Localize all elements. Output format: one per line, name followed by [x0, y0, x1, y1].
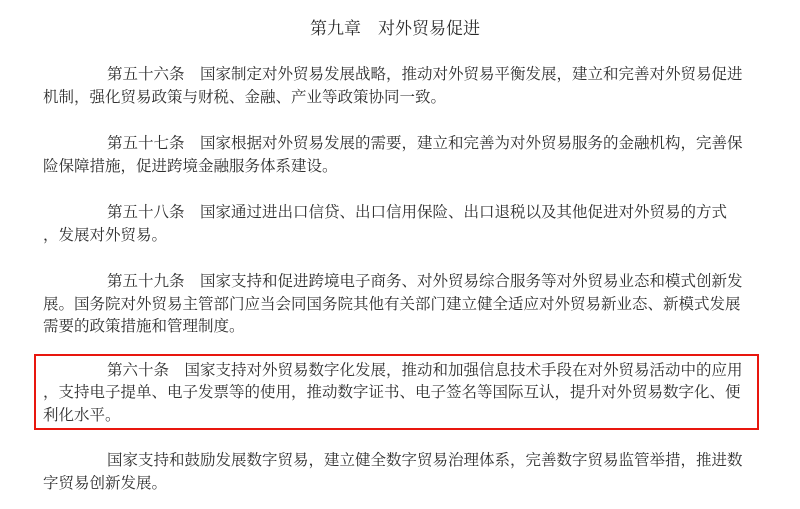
- article-59-line: 需要的政策措施和管理制度。: [43, 318, 245, 335]
- article-58-line: ，发展对外贸易。: [43, 226, 168, 244]
- article-60-line: ，支持电子提单、电子发票等的使用，推动数字证书、电子签名等国际互认，提升对外贸易数字化、便: [43, 384, 741, 401]
- article-60-line: 第六十条 国家支持对外贸易数字化发展，推动和加强信息技术手段在对外贸易活动中的应用: [107, 361, 743, 379]
- article-59-paragraph: [43, 271, 747, 339]
- red-highlight-annotation-box: [34, 354, 759, 431]
- digital-trade-line: 字贸易创新发展。: [43, 474, 168, 492]
- article-59-line: 第五十九条 国家支持和促进跨境电子商务、对外贸易综合服务等对外贸易业态和模式创新发: [107, 273, 743, 290]
- article-57-paragraph: [43, 133, 747, 178]
- article-58-line: 第五十八条 国家通过进出口信贷、出口信用保险、出口退税以及其他促进对外贸易的方式: [107, 204, 728, 221]
- digital-trade-paragraph: [43, 450, 747, 495]
- article-59-line: 展。国务院对外贸易主管部门应当会同国务院其他有关部门建立健全适应对外贸易新业态、新模式发展: [43, 295, 741, 313]
- article-56-line: 第五十六条 国家制定对外贸易发展战略，推动对外贸易平衡发展，建立和完善对外贸易促进: [107, 66, 743, 83]
- article-57-line: 险保障措施，促进跨境金融服务体系建设。: [43, 157, 338, 175]
- article-60-paragraph: [43, 360, 747, 428]
- article-58-paragraph: [43, 202, 747, 247]
- article-56-line: 机制，强化贸易政策与财税、金融、产业等政策协同一致。: [43, 88, 447, 106]
- digital-trade-line: 国家支持和鼓励发展数字贸易，建立健全数字贸易治理体系，完善数字贸易监管举措，推进数: [107, 452, 743, 469]
- article-57-line: 第五十七条 国家根据对外贸易发展的需要，建立和完善为对外贸易服务的金融机构，完善保: [107, 135, 743, 152]
- article-60-line: 利化水平。: [43, 406, 121, 424]
- chapter-title: 第九章 对外贸易促进: [310, 19, 480, 38]
- article-56-paragraph: [43, 64, 747, 109]
